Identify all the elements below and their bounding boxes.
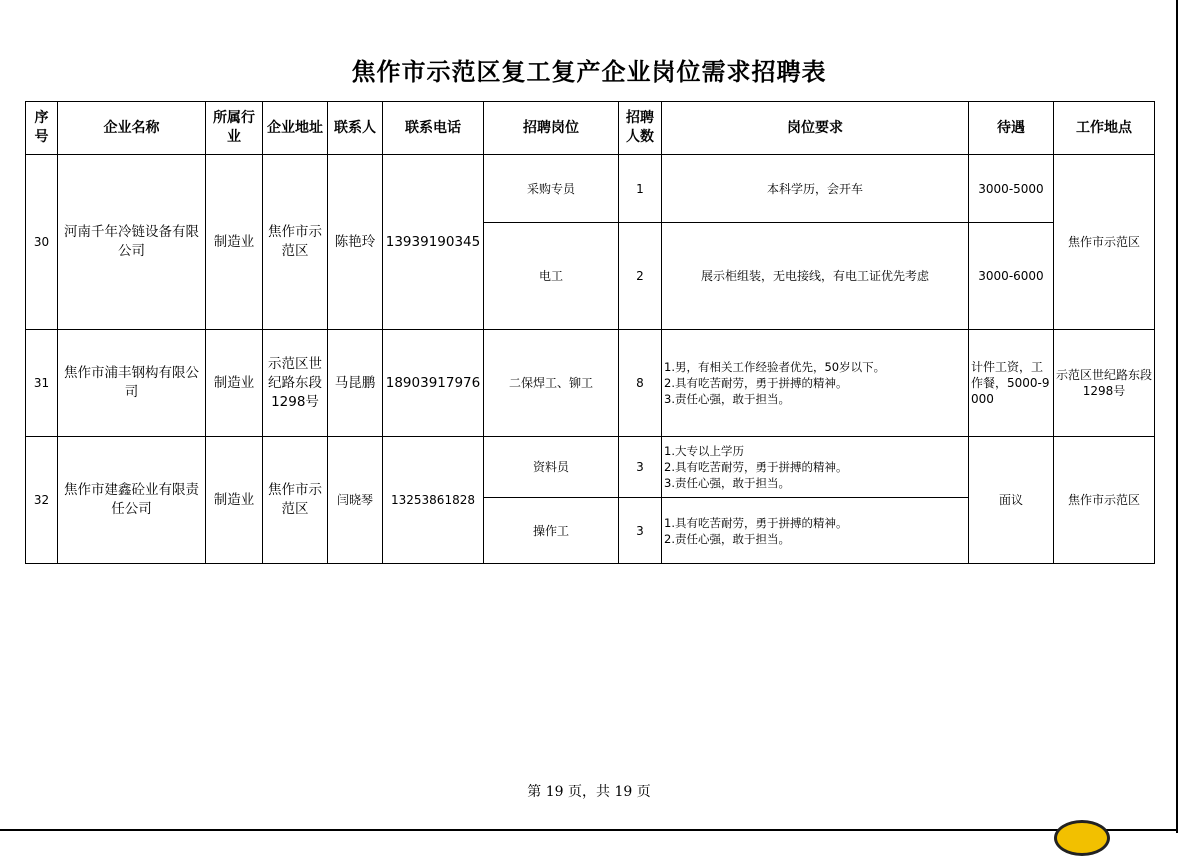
job-count: 2 <box>619 223 662 330</box>
row-seq: 31 <box>26 330 58 437</box>
requirement-line: 1.男，有相关工作经验者优先，50岁以下。 <box>664 360 886 374</box>
job-count: 3 <box>619 498 662 564</box>
contact-person: 陈艳玲 <box>328 155 383 330</box>
header-phone: 联系电话 <box>383 102 484 155</box>
page-title: 焦作市示范区复工复产企业岗位需求招聘表 <box>351 58 827 86</box>
job-requirement <box>662 437 969 498</box>
contact-phone: 13939190345 <box>383 155 484 330</box>
row-seq: 32 <box>26 437 58 564</box>
job-count: 1 <box>619 155 662 223</box>
job-salary: 面议 <box>969 437 1054 564</box>
requirement-line: 2.具有吃苦耐劳，勇于拼搏的精神。 <box>664 460 848 474</box>
company-name: 河南千年冷链设备有限公司 <box>58 155 206 330</box>
header-count: 招聘人数 <box>619 102 662 155</box>
job-requirement <box>662 330 969 437</box>
job-position: 电工 <box>484 223 619 330</box>
company-name: 焦作市建鑫砼业有限责任公司 <box>58 437 206 564</box>
requirement-line: 1.大专以上学历 <box>664 444 744 458</box>
job-requirement: 展示柜组装，无电接线，有电工证优先考虑 <box>662 223 969 330</box>
requirement-line: 3.责任心强，敢于担当。 <box>664 476 790 490</box>
requirement-line: 2.具有吃苦耐劳，勇于拼搏的精神。 <box>664 376 848 390</box>
job-position: 资料员 <box>484 437 619 498</box>
header-position: 招聘岗位 <box>484 102 619 155</box>
company-name: 焦作市浦丰钢构有限公司 <box>58 330 206 437</box>
job-salary: 3000-6000 <box>969 223 1054 330</box>
contact-person: 闫晓琴 <box>328 437 383 564</box>
table-row <box>26 155 1155 223</box>
table-row <box>26 437 1155 498</box>
company-address: 焦作市示范区 <box>263 437 328 564</box>
job-salary: 3000-5000 <box>969 155 1054 223</box>
company-address: 示范区世纪路东段1298号 <box>263 330 328 437</box>
page-number: 第 19 页，共 19 页 <box>527 784 651 800</box>
industry: 制造业 <box>206 437 263 564</box>
contact-phone: 13253861828 <box>383 437 484 564</box>
header-requirement: 岗位要求 <box>662 102 969 155</box>
job-salary: 计件工资，工作餐，5000-9000 <box>969 330 1054 437</box>
job-requirement: 本科学历，会开车 <box>662 155 969 223</box>
work-location: 焦作市示范区 <box>1054 437 1155 564</box>
work-location: 焦作市示范区 <box>1054 155 1155 330</box>
company-address: 焦作市示范区 <box>263 155 328 330</box>
header-row <box>26 102 1155 155</box>
job-count: 3 <box>619 437 662 498</box>
job-count: 8 <box>619 330 662 437</box>
header-contact: 联系人 <box>328 102 383 155</box>
industry: 制造业 <box>206 155 263 330</box>
requirement-line: 2.责任心强，敢于担当。 <box>664 531 790 546</box>
work-location: 示范区世纪路东段1298号 <box>1054 330 1155 437</box>
header-seq: 序号 <box>26 102 58 155</box>
contact-phone: 18903917976 <box>383 330 484 437</box>
table-row <box>26 330 1155 437</box>
requirement-line: 3.责任心强，敢于担当。 <box>664 392 790 406</box>
page-border-right <box>1176 0 1178 833</box>
header-industry: 所属行业 <box>206 102 263 155</box>
header-company: 企业名称 <box>58 102 206 155</box>
corner-badge-icon <box>1054 820 1110 856</box>
job-requirement <box>662 498 969 564</box>
header-salary: 待遇 <box>969 102 1054 155</box>
job-position: 二保焊工、铆工 <box>484 330 619 437</box>
job-position: 操作工 <box>484 498 619 564</box>
header-location: 工作地点 <box>1054 102 1155 155</box>
contact-person: 马昆鹏 <box>328 330 383 437</box>
row-seq: 30 <box>26 155 58 330</box>
industry: 制造业 <box>206 330 263 437</box>
job-position: 采购专员 <box>484 155 619 223</box>
header-address: 企业地址 <box>263 102 328 155</box>
recruitment-table <box>25 101 1155 564</box>
requirement-line: 1.具有吃苦耐劳，勇于拼搏的精神。 <box>664 515 848 530</box>
page-border-bottom <box>0 829 1178 831</box>
